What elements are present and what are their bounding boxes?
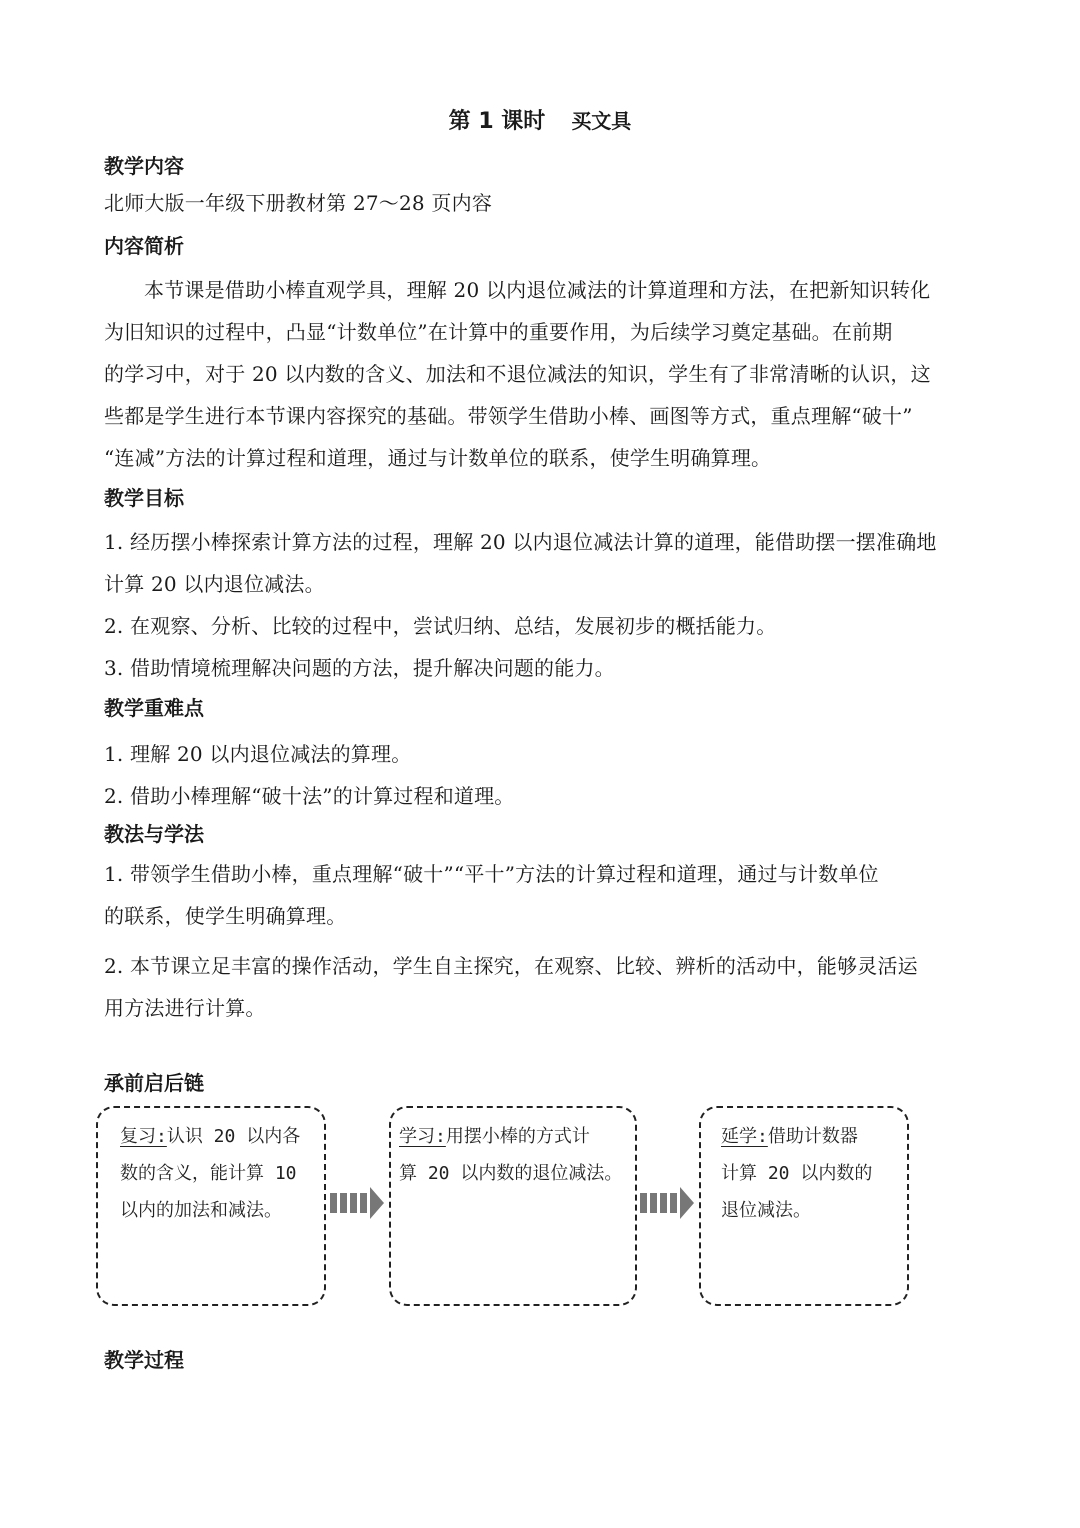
keypoints-list — [104, 733, 978, 817]
heading-content: 教学内容 — [104, 154, 184, 178]
heading-keypoints: 教学重难点 — [104, 696, 204, 720]
chain-box-label: 学习: — [399, 1126, 446, 1147]
goal-line: 计算 20 以内退位减法。 — [104, 572, 325, 596]
heading-chain: 承前启后链 — [104, 1071, 204, 1095]
method-line: 用方法进行计算。 — [104, 996, 266, 1020]
chain-box-line: 以内的加法和减法。 — [120, 1200, 282, 1221]
chain-box-learn — [389, 1106, 637, 1306]
content-text: 北师大版一年级下册教材第 27～28 页内容 — [104, 191, 493, 215]
keypoint-line: 2. 借助小棒理解“破十法”的计算过程和道理。 — [104, 784, 515, 808]
chain-box-label: 复习: — [120, 1126, 167, 1147]
chain-box-line: 算 20 以内数的退位减法。 — [399, 1163, 623, 1184]
analysis-line: 本节课是借助小棒直观学具，理解 20 以内退位减法的计算道理和方法，在把新知识转化 — [144, 278, 931, 302]
chain-box-text: 认识 20 以内各 — [166, 1126, 301, 1147]
chain-box-text: 借助计数器 — [767, 1126, 858, 1147]
heading-goals: 教学目标 — [104, 486, 184, 510]
chain-box-line: 计算 20 以内数的 — [721, 1163, 873, 1184]
goal-line: 2. 在观察、分析、比较的过程中，尝试归纳、总结，发展初步的概括能力。 — [104, 614, 777, 638]
chain-box-text: 用摆小棒的方式计 — [445, 1126, 590, 1147]
method-line: 的联系，使学生明确算理。 — [104, 904, 347, 928]
methods-item-2 — [104, 945, 978, 1029]
heading-analysis: 内容简析 — [104, 234, 184, 258]
chain-box-line: 数的含义，能计算 10 — [120, 1163, 297, 1184]
method-line: 1. 带领学生借助小棒，重点理解“破十”“平十”方法的计算过程和道理，通过与计数单位 — [104, 862, 879, 886]
chain-box-label: 延学: — [721, 1126, 768, 1147]
arrow-right-icon — [640, 1187, 696, 1219]
chain-box-line — [120, 1118, 300, 1155]
heading-methods: 教法与学法 — [104, 822, 204, 846]
goals-list — [104, 521, 978, 689]
lesson-topic: 买文具 — [571, 109, 632, 133]
analysis-line: “连减”方法的计算过程和道理，通过与计数单位的联系，使学生明确算理。 — [104, 446, 772, 470]
method-line: 2. 本节课立足丰富的操作活动，学生自主探究，在观察、比较、辨析的活动中，能够灵活运 — [104, 954, 918, 978]
goal-line: 3. 借助情境梳理解决问题的方法，提升解决问题的能力。 — [104, 656, 615, 680]
chain-box-line — [721, 1118, 872, 1155]
analysis-line: 些都是学生进行本节课内容探究的基础。带领学生借助小棒、画图等方式，重点理解“破十” — [104, 404, 913, 428]
analysis-line: 的学习中，对于 20 以内数的含义、加法和不退位减法的知识，学生有了非常清晰的认识，这 — [104, 362, 931, 386]
lesson-number: 第 1 课时 — [448, 109, 546, 134]
heading-process: 教学过程 — [104, 1348, 184, 1372]
chain-box-line — [399, 1118, 622, 1155]
chain-box-line: 退位减法。 — [721, 1200, 811, 1221]
arrow-right-icon — [330, 1187, 386, 1219]
analysis-line: 为旧知识的过程中，凸显“计数单位”在计算中的重要作用，为后续学习奠定基础。在前期 — [104, 320, 893, 344]
chain-box-extend — [699, 1106, 909, 1306]
methods-item-1 — [104, 853, 978, 937]
chain-box-review — [96, 1106, 326, 1306]
page-title — [0, 104, 1080, 135]
goal-line: 1. 经历摆小棒探索计算方法的过程，理解 20 以内退位减法计算的道理，能借助摆一摆准确地 — [104, 530, 937, 554]
keypoint-line: 1. 理解 20 以内退位减法的算理。 — [104, 742, 412, 766]
analysis-paragraph — [104, 269, 978, 479]
